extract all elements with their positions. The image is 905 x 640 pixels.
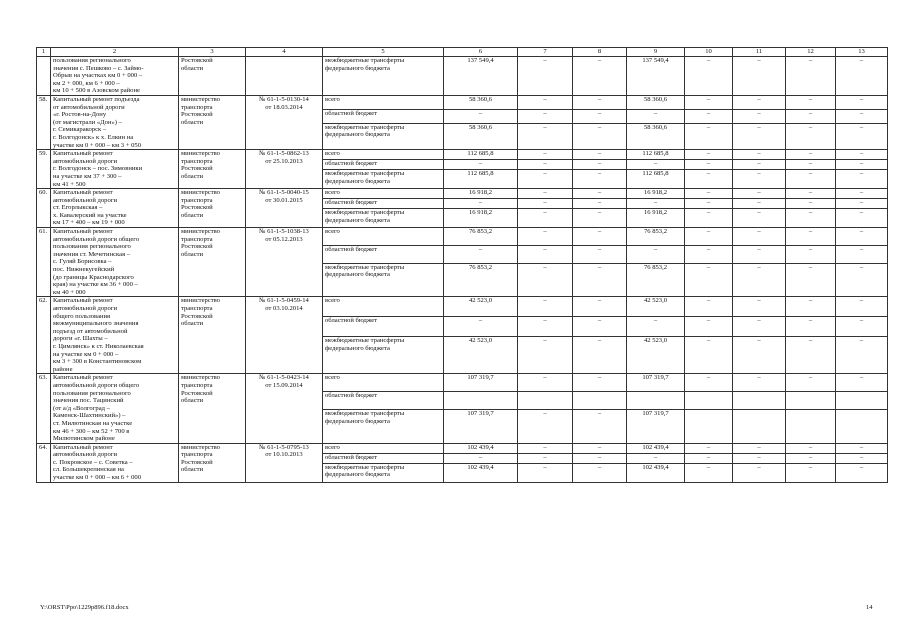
funding-source-cell: всего [323, 228, 444, 246]
row-number-cell: 64. [37, 443, 51, 482]
object-name-cell: Капитальный ремонт автомобильной дороги г. Волгодонск – пос. Зимовники на участке км 37 + 300 – км 41 + 500 [51, 150, 179, 189]
object-name-cell: Капитальный ремонт автомобильной дороги с. Покровское – с. Советка – сл. Большекрепинская на участке км 0 + 000 – км 6 + 000 [51, 443, 179, 482]
funding-source-cell: всего [323, 443, 444, 453]
budget-table [36, 47, 888, 483]
amount-cell: – [685, 170, 733, 189]
funding-source-cell: межбюджетные трансферты федерального бюджета [323, 209, 444, 228]
amount-cell: – [685, 374, 733, 392]
amount-cell [786, 392, 836, 410]
object-name-cell: Капитальный ремонт автомобильной дороги общего пользования регионального значения пос. Тацинский (от а/д «Волгоград – Каменск-Шахтинский») – ст. Милютинская на участке км 46 + 300 – км 52 + 700 в Милютинском районе [51, 374, 179, 443]
amount-cell: – [444, 317, 518, 337]
amount-cell: – [685, 453, 733, 463]
amount-cell: – [518, 463, 573, 482]
amount-cell: – [685, 263, 733, 297]
amount-cell: – [518, 109, 573, 123]
amount-cell: – [573, 199, 627, 209]
amount-cell: – [836, 317, 888, 337]
amount-cell: – [627, 453, 685, 463]
amount-cell [685, 392, 733, 410]
owner-cell: министерство транспорта Ростовской области [179, 374, 246, 443]
amount-cell: 58 360,6 [444, 95, 518, 109]
amount-cell: – [786, 123, 836, 149]
amount-cell: – [685, 209, 733, 228]
amount-cell: 107 319,7 [444, 410, 518, 444]
amount-cell: – [444, 245, 518, 263]
funding-source-cell: межбюджетные трансферты федерального бюджета [323, 410, 444, 444]
column-number-cell: 10 [685, 48, 733, 57]
amount-cell: – [518, 170, 573, 189]
owner-cell: министерство транспорта Ростовской области [179, 297, 246, 374]
amount-cell: 42 523,0 [444, 337, 518, 374]
owner-cell: Ростовской области [179, 57, 246, 96]
amount-cell: – [573, 263, 627, 297]
amount-cell: 16 918,2 [444, 209, 518, 228]
owner-cell: министерство транспорта Ростовской области [179, 150, 246, 189]
amount-cell: – [573, 160, 627, 170]
amount-cell: – [733, 150, 786, 160]
amount-cell: – [685, 160, 733, 170]
amount-cell: – [573, 209, 627, 228]
amount-cell: – [573, 150, 627, 160]
amount-cell: – [836, 109, 888, 123]
amount-cell: – [786, 245, 836, 263]
amount-cell: 112 685,8 [444, 170, 518, 189]
amount-cell: – [836, 228, 888, 246]
amount-cell: – [685, 317, 733, 337]
row-number-cell [37, 57, 51, 96]
amount-cell: – [786, 463, 836, 482]
row-number-cell: 59. [37, 150, 51, 189]
amount-cell: – [444, 109, 518, 123]
amount-cell: – [836, 209, 888, 228]
amount-cell: 137 549,4 [627, 57, 685, 96]
funding-source-cell: всего [323, 297, 444, 317]
amount-cell [836, 392, 888, 410]
column-number-cell: 1 [37, 48, 51, 57]
amount-cell [573, 392, 627, 410]
column-number-row [37, 48, 888, 57]
owner-cell: министерство транспорта Ростовской области [179, 189, 246, 228]
amount-cell [733, 410, 786, 444]
amount-cell: – [573, 374, 627, 392]
amount-cell: – [836, 463, 888, 482]
amount-cell: – [786, 199, 836, 209]
amount-cell: – [444, 160, 518, 170]
amount-cell: 76 853,2 [444, 263, 518, 297]
amount-cell: – [733, 170, 786, 189]
object-name-cell: Капитальный ремонт автомобильной дороги ст. Егорлыкская – х. Кавалерский на участке км 17 + 400 – км 19 + 000 [51, 189, 179, 228]
table-row [37, 374, 888, 392]
amount-cell: – [685, 297, 733, 317]
amount-cell: – [836, 189, 888, 199]
amount-cell: 42 523,0 [444, 297, 518, 317]
amount-cell: – [733, 228, 786, 246]
amount-cell: – [733, 463, 786, 482]
column-number-cell: 8 [573, 48, 627, 57]
amount-cell: – [733, 245, 786, 263]
amount-cell: 112 685,8 [627, 150, 685, 160]
amount-cell: – [836, 160, 888, 170]
amount-cell: 58 360,6 [627, 95, 685, 109]
funding-source-cell: межбюджетные трансферты федерального бюджета [323, 170, 444, 189]
amount-cell: – [685, 95, 733, 109]
amount-cell: 107 319,7 [627, 410, 685, 444]
amount-cell: – [627, 317, 685, 337]
amount-cell: – [518, 209, 573, 228]
amount-cell: – [786, 109, 836, 123]
amount-cell: – [685, 443, 733, 453]
table-row [37, 57, 888, 96]
amount-cell: – [786, 453, 836, 463]
amount-cell: – [786, 170, 836, 189]
amount-cell: 16 918,2 [444, 189, 518, 199]
funding-source-cell: межбюджетные трансферты федерального бюджета [323, 337, 444, 374]
column-number-cell: 11 [733, 48, 786, 57]
table-row [37, 443, 888, 453]
amount-cell: – [685, 199, 733, 209]
amount-cell: – [836, 443, 888, 453]
funding-source-cell: всего [323, 374, 444, 392]
amount-cell [627, 392, 685, 410]
funding-source-cell: межбюджетные трансферты федерального бюджета [323, 463, 444, 482]
owner-cell: министерство транспорта Ростовской области [179, 95, 246, 149]
object-name-cell: Капитальный ремонт автомобильной дороги общего пользования регионального значения ст. Мечетинская – с. Гуляй Борисовка – пос. Нижнекугейский (до границы Краснодарского края) на участке км 36 + 000 – км 40 + 000 [51, 228, 179, 297]
amount-cell: – [685, 109, 733, 123]
amount-cell: – [786, 57, 836, 96]
amount-cell: – [573, 189, 627, 199]
owner-cell: министерство транспорта Ростовской области [179, 443, 246, 482]
amount-cell: – [836, 263, 888, 297]
row-number-cell: 60. [37, 189, 51, 228]
amount-cell: – [573, 337, 627, 374]
amount-cell: – [573, 123, 627, 149]
table-row [37, 228, 888, 246]
approval-doc-cell: № 61-1-5-0423-14 от 15.09.2014 [246, 374, 323, 443]
funding-source-cell: областной бюджет [323, 392, 444, 410]
amount-cell: – [786, 95, 836, 109]
table-row [37, 95, 888, 109]
table-row [37, 297, 888, 317]
amount-cell: 102 439,4 [627, 463, 685, 482]
amount-cell: 16 918,2 [627, 189, 685, 199]
amount-cell: 107 319,7 [444, 374, 518, 392]
amount-cell: – [685, 245, 733, 263]
amount-cell: – [573, 170, 627, 189]
amount-cell: – [627, 109, 685, 123]
funding-source-cell: межбюджетные трансферты федерального бюджета [323, 57, 444, 96]
funding-source-cell: всего [323, 189, 444, 199]
amount-cell: – [836, 297, 888, 317]
column-number-cell: 6 [444, 48, 518, 57]
approval-doc-cell [246, 57, 323, 96]
amount-cell: – [836, 95, 888, 109]
amount-cell: – [573, 443, 627, 453]
amount-cell: – [518, 374, 573, 392]
amount-cell: – [518, 410, 573, 444]
amount-cell: – [786, 160, 836, 170]
amount-cell: – [518, 443, 573, 453]
funding-source-cell: всего [323, 95, 444, 109]
row-number-cell: 61. [37, 228, 51, 297]
amount-cell: – [733, 160, 786, 170]
amount-cell: – [518, 57, 573, 96]
amount-cell [518, 392, 573, 410]
amount-cell: – [518, 189, 573, 199]
amount-cell: – [518, 453, 573, 463]
amount-cell: 76 853,2 [627, 263, 685, 297]
column-number-cell: 9 [627, 48, 685, 57]
funding-source-cell: межбюджетные трансферты федерального бюджета [323, 123, 444, 149]
amount-cell: – [573, 410, 627, 444]
amount-cell: – [733, 374, 786, 392]
column-number-cell: 2 [51, 48, 179, 57]
amount-cell: – [733, 263, 786, 297]
amount-cell: 58 360,6 [444, 123, 518, 149]
amount-cell: – [518, 199, 573, 209]
amount-cell: – [573, 317, 627, 337]
amount-cell: – [786, 263, 836, 297]
funding-source-cell: областной бюджет [323, 453, 444, 463]
amount-cell: – [786, 150, 836, 160]
amount-cell: 102 439,4 [444, 463, 518, 482]
column-number-cell: 5 [323, 48, 444, 57]
amount-cell: – [627, 160, 685, 170]
amount-cell: – [573, 245, 627, 263]
amount-cell: – [786, 189, 836, 199]
amount-cell: – [733, 443, 786, 453]
amount-cell: – [518, 95, 573, 109]
amount-cell: – [733, 199, 786, 209]
approval-doc-cell: № 61-1-5-0459-14 от 03.10.2014 [246, 297, 323, 374]
amount-cell: 107 319,7 [627, 374, 685, 392]
amount-cell: – [573, 453, 627, 463]
funding-source-cell: областной бюджет [323, 109, 444, 123]
amount-cell: – [733, 297, 786, 317]
amount-cell: – [627, 199, 685, 209]
amount-cell: – [573, 109, 627, 123]
amount-cell: – [685, 189, 733, 199]
amount-cell: 42 523,0 [627, 337, 685, 374]
amount-cell: – [685, 123, 733, 149]
footer-file-path: Y:\ORST\Ppo\1229p896.f18.docx [40, 604, 129, 611]
amount-cell [733, 392, 786, 410]
row-number-cell: 58. [37, 95, 51, 149]
amount-cell: – [685, 150, 733, 160]
column-number-cell: 7 [518, 48, 573, 57]
amount-cell: – [518, 150, 573, 160]
row-number-cell: 62. [37, 297, 51, 374]
amount-cell: 76 853,2 [444, 228, 518, 246]
owner-cell: министерство транспорта Ростовской области [179, 228, 246, 297]
amount-cell: – [836, 123, 888, 149]
amount-cell: – [518, 317, 573, 337]
amount-cell [444, 392, 518, 410]
amount-cell: – [573, 228, 627, 246]
approval-doc-cell: № 61-1-5-0862-13 от 25.10.2013 [246, 150, 323, 189]
amount-cell: – [836, 199, 888, 209]
amount-cell [836, 410, 888, 444]
funding-source-cell: областной бюджет [323, 199, 444, 209]
amount-cell: 58 360,6 [627, 123, 685, 149]
amount-cell: – [733, 209, 786, 228]
approval-doc-cell: № 61-1-5-0130-14 от 18.03.2014 [246, 95, 323, 149]
object-name-cell: пользования регионального значения с. Пешково – с. Займо- Обрыв на участках км 0 + 000 – км 2 + 000, км 6 + 000 – км 10 + 500 в Азовском районе [51, 57, 179, 96]
amount-cell: – [786, 337, 836, 374]
amount-cell: – [733, 453, 786, 463]
amount-cell: – [836, 150, 888, 160]
amount-cell: – [627, 245, 685, 263]
amount-cell: – [685, 463, 733, 482]
amount-cell: – [786, 228, 836, 246]
amount-cell: – [733, 57, 786, 96]
column-number-cell: 4 [246, 48, 323, 57]
approval-doc-cell: № 61-1-5-1038-13 от 05.12.2013 [246, 228, 323, 297]
amount-cell: – [444, 453, 518, 463]
row-number-cell: 63. [37, 374, 51, 443]
amount-cell: – [518, 263, 573, 297]
amount-cell: 112 685,8 [444, 150, 518, 160]
amount-cell: 16 918,2 [627, 209, 685, 228]
object-name-cell: Капитальный ремонт автомобильной дороги общего пользования межмуниципального значения подъезд от автомобильной дороги «г. Шахты – г. Цимлянск» к ст. Николаевская на участке км 0 + 000 – км 3 + 300 в Константиновском районе [51, 297, 179, 374]
amount-cell: – [733, 109, 786, 123]
amount-cell: – [836, 245, 888, 263]
amount-cell: 112 685,8 [627, 170, 685, 189]
amount-cell: – [733, 337, 786, 374]
amount-cell: – [573, 463, 627, 482]
amount-cell: – [786, 209, 836, 228]
amount-cell: – [733, 123, 786, 149]
amount-cell: – [518, 123, 573, 149]
amount-cell: 137 549,4 [444, 57, 518, 96]
amount-cell: – [518, 337, 573, 374]
table-row [37, 189, 888, 199]
column-number-cell: 3 [179, 48, 246, 57]
document-page [36, 47, 888, 483]
funding-source-cell: областной бюджет [323, 317, 444, 337]
amount-cell: – [444, 199, 518, 209]
funding-source-cell: областной бюджет [323, 245, 444, 263]
amount-cell: – [518, 297, 573, 317]
amount-cell: – [685, 228, 733, 246]
amount-cell: – [836, 57, 888, 96]
amount-cell: – [786, 317, 836, 337]
column-number-cell: 12 [786, 48, 836, 57]
funding-source-cell: всего [323, 150, 444, 160]
amount-cell: – [836, 170, 888, 189]
amount-cell: – [733, 317, 786, 337]
amount-cell: – [733, 95, 786, 109]
funding-source-cell: областной бюджет [323, 160, 444, 170]
amount-cell: – [836, 337, 888, 374]
amount-cell: 76 853,2 [627, 228, 685, 246]
amount-cell: – [836, 453, 888, 463]
amount-cell: – [518, 228, 573, 246]
amount-cell: 102 439,4 [444, 443, 518, 453]
approval-doc-cell: № 61-1-5-0040-15 от 30.01.2015 [246, 189, 323, 228]
amount-cell: – [518, 160, 573, 170]
table-row [37, 150, 888, 160]
amount-cell: – [685, 337, 733, 374]
approval-doc-cell: № 61-1-5-0795-13 от 10.10.2013 [246, 443, 323, 482]
amount-cell: – [573, 297, 627, 317]
amount-cell [786, 410, 836, 444]
object-name-cell: Капитальный ремонт подъезда от автомобильной дороги «г. Ростов-на-Дону (от магистрали «Дон») – г. Семикаракорск – г. Волгодонск» к х. Елкин на участке км 0 + 000 – км 3 + 050 [51, 95, 179, 149]
amount-cell: – [786, 374, 836, 392]
amount-cell: – [786, 443, 836, 453]
amount-cell: – [573, 95, 627, 109]
amount-cell: – [733, 189, 786, 199]
amount-cell: – [518, 245, 573, 263]
amount-cell: – [685, 57, 733, 96]
amount-cell [685, 410, 733, 444]
amount-cell: – [573, 57, 627, 96]
column-number-cell: 13 [836, 48, 888, 57]
amount-cell: 42 523,0 [627, 297, 685, 317]
amount-cell: – [836, 374, 888, 392]
footer-page-number: 14 [866, 604, 873, 611]
amount-cell: 102 439,4 [627, 443, 685, 453]
funding-source-cell: межбюджетные трансферты федерального бюджета [323, 263, 444, 297]
amount-cell: – [786, 297, 836, 317]
